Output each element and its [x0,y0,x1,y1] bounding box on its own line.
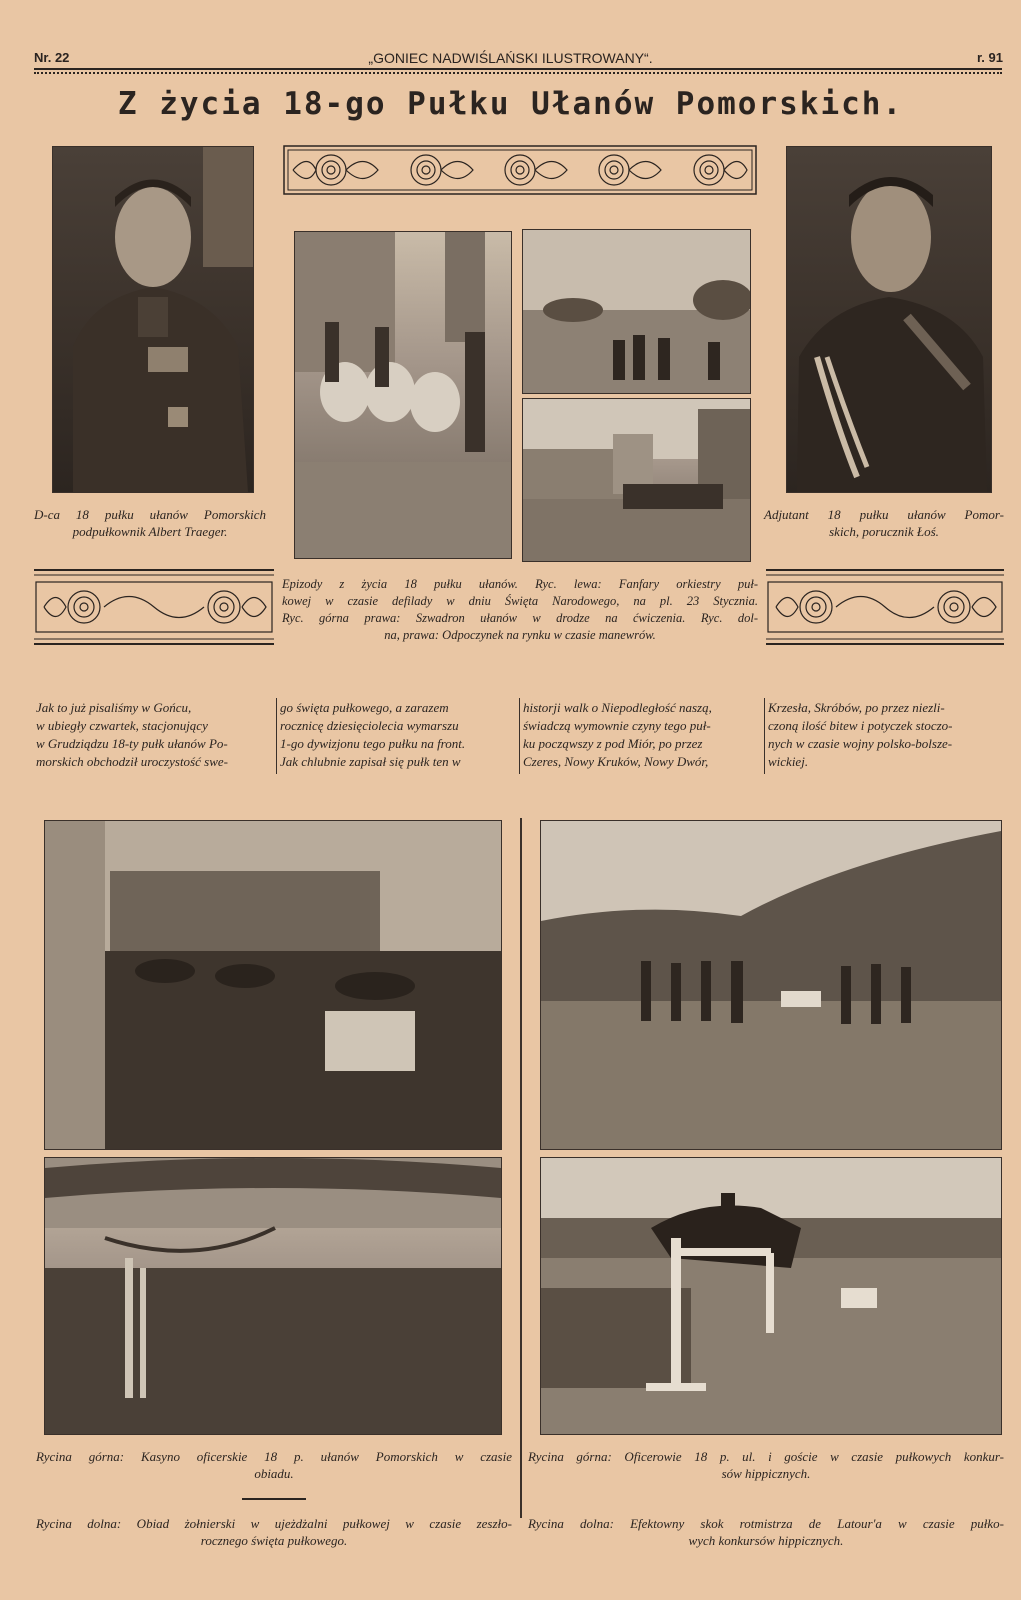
column-rule-3 [764,698,765,774]
squadron-road-photo [522,229,751,394]
casino-caption: Rycina górna: Kasyno oficerskie 18 p. ułanów Pomorskich w czasie obiadu. [36,1449,512,1481]
column-rule-2 [519,698,520,774]
article-column-1: Jak to już pisaliśmy w Gońcu, w ubiegły czwartek, stacjonujący w Grudziądzu 18-ty pułk ułanów Po- morskich obchodził uroczystość swe- [36,700,228,769]
rose-ornament-right [766,568,1004,646]
newspaper-name: „GONIEC NADWIŚLAŃSKI ILUSTROWANY“. [368,50,653,66]
rose-ornament-left [34,568,274,646]
parade-fanfare-photo [294,231,512,559]
header-rule-dotted [34,72,1002,74]
soldiers-dinner-caption: Rycina dolna: Obiad żołnierski w ujeżdżalni pułkowej w czasie zeszło- rocznego święta pułkowego. [36,1516,512,1548]
issue-number: Nr. 22 [34,50,70,65]
lower-center-rule [520,818,522,1518]
officers-casino-photo [44,820,502,1150]
article-column-3: historji walk o Niepodległość naszą, świadczą wymownie czyny tego puł- ku począwszy z pod Miór, po przez Czeres, Nowy Kruków, Nowy Dwór, [523,700,712,769]
officers-guests-caption: Rycina górna: Oficerowie 18 p. ul. i goście w czasie pułkowych konkur- sów hippicznych. [528,1449,1004,1481]
header-rule [34,68,1002,70]
portrait-adjutant-caption: Adjutant 18 pułku ułanów Pomor- skich, porucznik Łoś. [764,507,1004,539]
year-number: r. 91 [976,50,1003,65]
rose-ornament-top [283,145,757,195]
page-title: Z życia 18-go Pułku Ułanów Pomorskich. [117,86,904,122]
market-rest-photo [522,398,751,562]
horse-jump-caption: Rycina dolna: Efektowny skok rotmistrza de Latour'a w czasie pułko- wych konkursów hippicznych. [528,1516,1004,1548]
portrait-commander-photo [52,146,254,493]
article-column-2: go święta pułkowego, a zarazem rocznicę dziesięciolecia wymarszu 1-go dywizjonu tego pułku na front. Jak chlubnie zapisał się pułk ten w [280,700,466,769]
episodes-caption: Epizody z życia 18 pułku ułanów. Ryc. lewa: Fanfary orkiestry puł- kowej w czasie defilady w dniu Święta Narodowego, na pl. 23 Stycznia. Ryc. górna prawa: Szwadron ułanów w drodze na ćwiczenia. Ryc. dol- na, prawa: Odpoczynek na rynku w czasie manewrów. [282,577,758,642]
officers-guests-photo [540,820,1002,1150]
portrait-commander-caption: D-ca 18 pułku ułanów Pomorskich podpułkownik Albert Traeger. [34,507,266,539]
caption-divider [242,1498,306,1500]
portrait-adjutant-photo [786,146,992,493]
column-rule-1 [276,698,277,774]
horse-jump-photo [540,1157,1002,1435]
soldiers-dinner-photo [44,1157,502,1435]
article-column-4: Krzesła, Skróbów, po przez niezli- czoną ilość bitew i potyczek stoczo- nych w czasie wojny polsko-bolsze- wickiej. [768,700,953,769]
